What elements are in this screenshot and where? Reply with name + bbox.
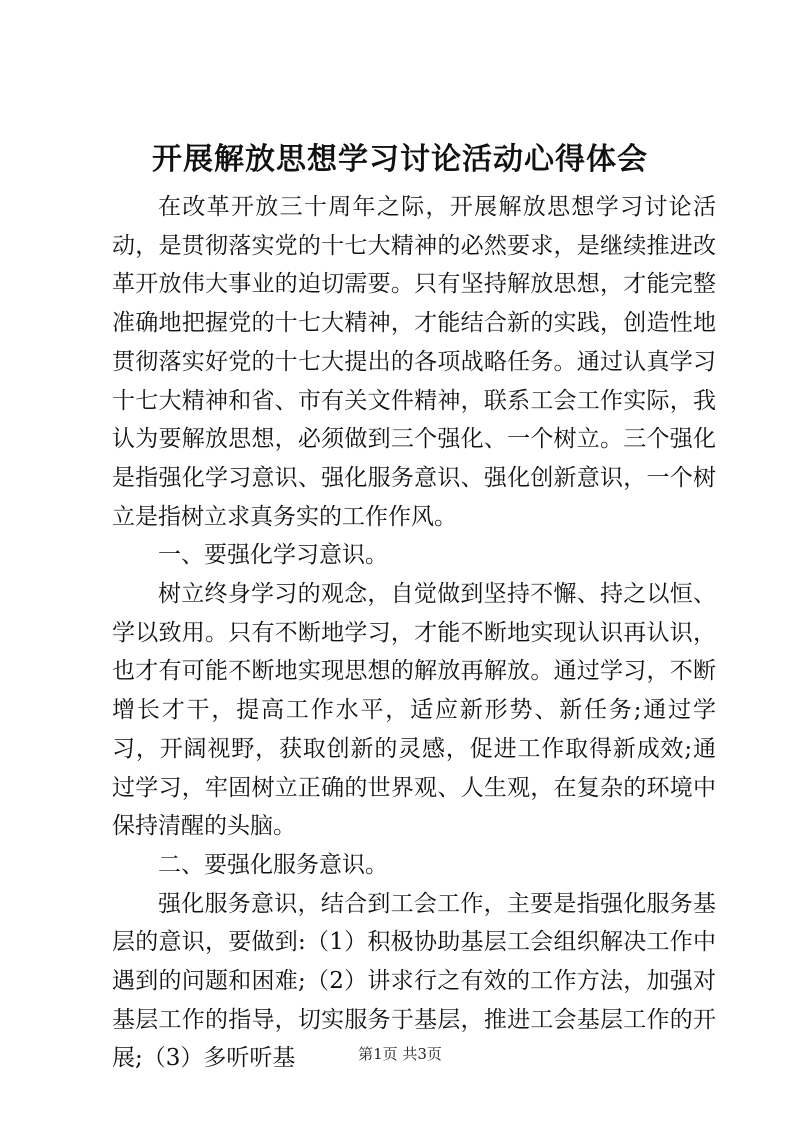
- document-body: [112, 188, 716, 1078]
- paragraph-study: 树立终身学习的观念，自觉做到坚持不懈、持之以恒、学以致用。只有不断地学习，才能不断地实现认识再认识，也才有可能不断地实现思想的解放再解放。通过学习，不断增长才干，提高工作水平，适应新形势、新任务;通过学习，开阔视野，获取创新的灵感，促进工作取得新成效;通过学习，牢固树立正确的世界观、人生观，在复杂的环境中保持清醒的头脑。: [112, 581, 716, 840]
- paragraph-service: 强化服务意识，结合到工会工作，主要是指强化服务基层的意识，要做到:（1）积极协助基层工会组织解决工作中遇到的问题和困难;（2）讲求行之有效的工作方法，加强对基层工作的指导，切实服务于基层，推进工会基层工作的开展;（3）多听听基: [112, 890, 716, 1072]
- section-heading-study: 一、要强化学习意识。: [158, 542, 388, 569]
- paragraph-intro: 在改革开放三十周年之际，开展解放思想学习讨论活动，是贯彻落实党的十七大精神的必然要求，是继续推进改革开放伟大事业的迫切需要。只有坚持解放思想，才能完整准确地把握党的十七大精神，才能结合新的实践，创造性地贯彻落实好党的十七大提出的各项战略任务。通过认真学习十七大精神和省、市有关文件精神，联系工会工作实际，我认为要解放思想，必须做到三个强化、一个树立。三个强化是指强化学习意识、强化服务意识、强化创新意识，一个树立是指树立求真务实的工作作风。: [112, 194, 716, 530]
- document-title: 开展解放思想学习讨论活动心得体会: [152, 142, 648, 177]
- page-number-footer: 第1页 共3页: [358, 1045, 442, 1063]
- section-heading-service: 二、要强化服务意识。: [158, 851, 388, 878]
